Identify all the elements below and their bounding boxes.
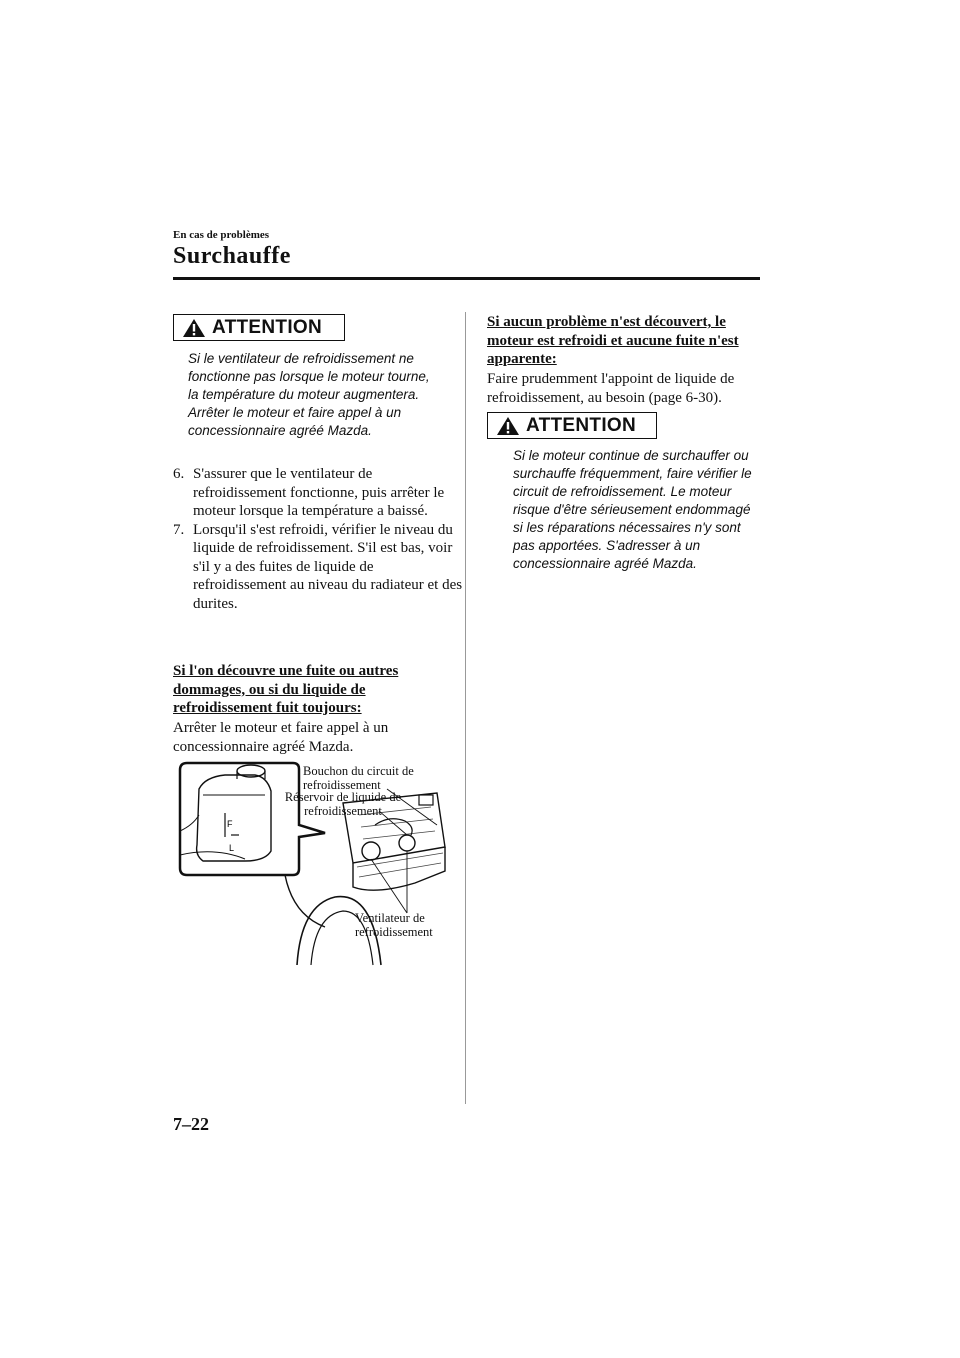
attention-text-right: Si le moteur continue de surchauffer ou surchauffe fréquemment, faire vérifier le circuit de refroidissement. Le moteur risque d'être sérieusement endommagé si les réparations nécessaires n'y sont pas apportées. S'adresser à un concessionnaire agréé Mazda. <box>513 448 752 571</box>
page-number: 7–22 <box>173 1114 209 1134</box>
subheading-no-leak: Si aucun problème n'est découvert, le moteur est refroidi et aucune fuite n'est apparente: <box>487 314 739 367</box>
list-item <box>173 521 463 614</box>
attention-label: ATTENTION <box>212 316 323 338</box>
tank-letter-l: L <box>229 843 235 853</box>
attention-label: ATTENTION <box>526 414 637 436</box>
subheading-leak: Si l'on découvre une fuite ou autres dommages, ou si du liquide de refroidissement fuit toujours: <box>173 663 399 716</box>
warning-icon <box>182 318 206 338</box>
step-text: S'assurer que le ventilateur de refroidissement fonctionne, puis arrêter le moteur lorsque la température a baissé. <box>193 466 445 519</box>
page-title: Surchauffe <box>173 243 291 269</box>
section-label: En cas de problèmes <box>173 229 270 241</box>
step-number: 6. <box>173 466 185 482</box>
attention-text-left: Si le ventilateur de refroidissement ne fonctionne pas lorsque le moteur tourne, la température du moteur augmentera. Arrêter le moteur et faire appel à un concessionnaire agréé Mazda. <box>188 351 430 438</box>
column-divider <box>465 312 466 1104</box>
callout-cap: Bouchon du circuit de refroidissement <box>303 764 414 792</box>
callout-reservoir: Réservoir de liquide de refroidissement <box>284 790 402 818</box>
list-item <box>173 465 463 521</box>
tank-letter-f: F <box>227 819 233 829</box>
attention-banner-left <box>173 314 345 341</box>
title-rule <box>173 277 760 280</box>
attention-banner-right <box>487 412 657 439</box>
callout-fan: Ventilateur de refroidissement <box>355 911 433 939</box>
warning-icon <box>496 416 520 436</box>
step-text: Lorsqu'il s'est refroidi, vérifier le niveau du liquide de refroidissement. S'il est bas, voir s'il y a des fuites de liquide de refroidissement au niveau du radiateur et des durites. <box>193 521 463 612</box>
paragraph-leak: Arrêter le moteur et faire appel à un concessionnaire agréé Mazda. <box>173 720 389 755</box>
paragraph-no-leak: Faire prudemment l'appoint de liquide de refroidissement, au besoin (page 6-30). <box>487 371 735 406</box>
step-number: 7. <box>173 521 185 538</box>
cooling-system-illustration <box>175 755 465 970</box>
steps-list <box>173 465 463 613</box>
